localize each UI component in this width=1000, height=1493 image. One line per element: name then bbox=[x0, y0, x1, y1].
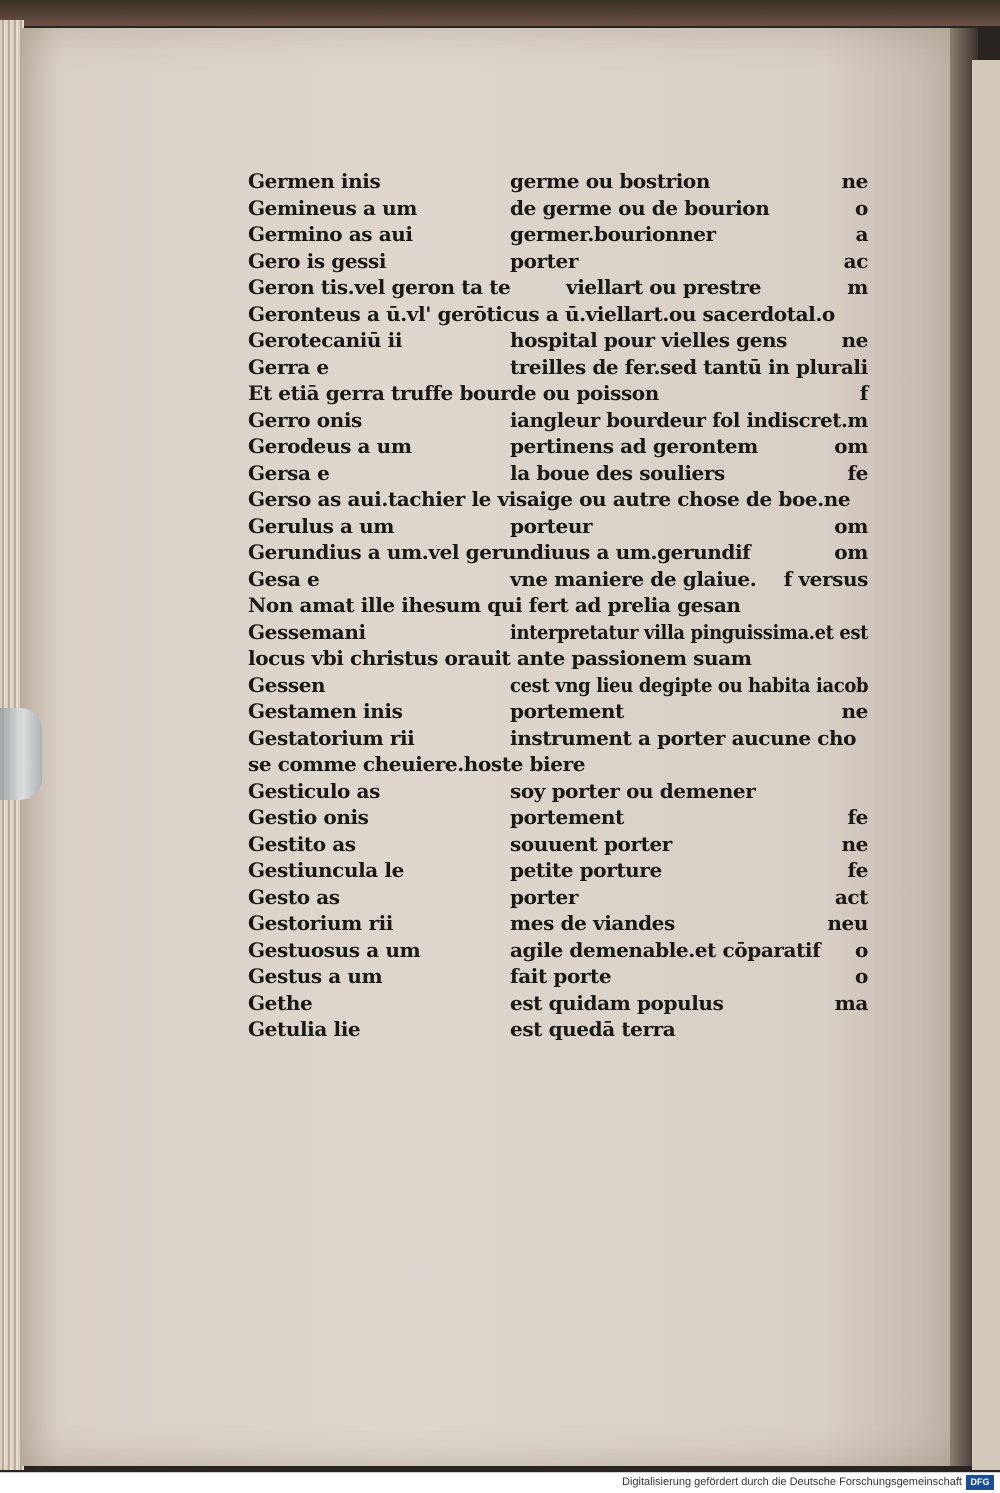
gloss: est quedā terra bbox=[510, 1017, 676, 1041]
grammar-tag: om bbox=[834, 513, 868, 538]
gloss: portement bbox=[510, 805, 624, 829]
facing-page-edge bbox=[972, 60, 1000, 1470]
gloss: porter bbox=[510, 248, 578, 273]
dictionary-line bbox=[248, 566, 868, 593]
headword: Gesto as bbox=[248, 884, 340, 909]
line-text: Et etiā gerra truffe bourde ou poisson bbox=[248, 381, 659, 405]
dictionary-line bbox=[248, 831, 868, 858]
gloss: agile demenable.et cōparatif bbox=[510, 937, 821, 962]
dictionary-line bbox=[248, 195, 868, 222]
dictionary-line bbox=[248, 990, 868, 1017]
book-binding-top bbox=[0, 0, 1000, 26]
headword: Gessen bbox=[248, 672, 326, 697]
grammar-tag: neu bbox=[827, 911, 868, 935]
gloss: treilles de fer.sed tantū in plurali bbox=[510, 354, 868, 379]
grammar-tag: fe bbox=[847, 858, 868, 882]
headword: Gethe bbox=[248, 990, 313, 1015]
gloss: porter bbox=[510, 884, 578, 909]
headword: Gerro onis bbox=[248, 407, 362, 432]
grammar-tag: f bbox=[859, 381, 868, 405]
headword: Gestuosus a um bbox=[248, 937, 421, 962]
dictionary-line bbox=[248, 168, 868, 195]
grammar-tag: ne bbox=[841, 328, 868, 352]
gloss: pertinens ad gerontem bbox=[510, 434, 758, 458]
footer-bar bbox=[0, 1472, 1000, 1493]
grammar-tag: o bbox=[855, 937, 868, 962]
dictionary-line bbox=[248, 963, 868, 990]
dictionary-line bbox=[248, 592, 868, 619]
grammar-tag: m bbox=[847, 275, 868, 299]
gloss: interpretatur villa pinguissima.et est bbox=[510, 619, 869, 644]
gloss: porteur bbox=[510, 513, 593, 538]
headword: Gesa e bbox=[248, 566, 320, 591]
headword: Gerulus a um bbox=[248, 513, 395, 538]
dictionary-line bbox=[248, 884, 868, 911]
headword: Gestamen inis bbox=[248, 699, 403, 723]
gloss: viellart ou prestre bbox=[566, 275, 762, 299]
grammar-tag: o bbox=[855, 195, 868, 220]
dictionary-line bbox=[248, 619, 868, 646]
headword: Gesticulo as bbox=[248, 778, 380, 803]
gloss: instrument a porter aucune cho bbox=[510, 725, 857, 750]
dictionary-line bbox=[248, 857, 868, 884]
dictionary-line bbox=[248, 301, 868, 328]
gloss: de germe ou de bourion bbox=[510, 195, 770, 220]
grammar-tag: f versus bbox=[783, 566, 868, 591]
grammar-tag: o bbox=[855, 964, 868, 988]
gloss: souuent porter bbox=[510, 831, 672, 856]
dictionary-line bbox=[248, 486, 868, 513]
headword: Getulia lie bbox=[248, 1017, 361, 1041]
headword: Gersa e bbox=[248, 460, 330, 485]
dfg-logo: DFG bbox=[966, 1475, 994, 1490]
gloss: soy porter ou demener bbox=[510, 778, 756, 803]
dictionary-line bbox=[248, 1016, 868, 1043]
gloss: portement bbox=[510, 699, 624, 723]
headword: Gerra e bbox=[248, 354, 329, 379]
dictionary-line bbox=[248, 380, 868, 407]
headword: Germino as aui bbox=[248, 222, 413, 246]
gloss: petite porture bbox=[510, 858, 662, 882]
grammar-tag: ma bbox=[834, 990, 868, 1015]
line-text: Geronteus a ū.vl' gerōticus a ū.viellart.ou sacerdotal.o bbox=[248, 301, 835, 326]
gloss: cest vng lieu degipte ou habita iacob bbox=[510, 672, 869, 697]
dictionary-line bbox=[248, 751, 868, 778]
page-clip bbox=[0, 708, 42, 800]
headword: Gestus a um bbox=[248, 964, 383, 988]
dictionary-line bbox=[248, 778, 868, 805]
line-text: locus vbi christus orauit ante passionem suam bbox=[248, 646, 752, 670]
gloss: hospital pour vielles gens bbox=[510, 328, 788, 352]
grammar-tag: act bbox=[834, 884, 868, 909]
gloss: germer.bourionner bbox=[510, 222, 716, 246]
gloss: la boue des souliers bbox=[510, 460, 725, 485]
gloss: iangleur bourdeur fol indiscret.m bbox=[510, 407, 868, 432]
headword: Gestiuncula le bbox=[248, 858, 404, 882]
dictionary-line bbox=[248, 645, 868, 672]
dictionary-line bbox=[248, 910, 868, 937]
headword: Germen inis bbox=[248, 169, 381, 193]
grammar-tag: ac bbox=[843, 248, 868, 273]
dictionary-line bbox=[248, 354, 868, 381]
gloss: vne maniere de glaiue. bbox=[510, 566, 757, 591]
grammar-tag: a bbox=[855, 222, 868, 246]
dictionary-line bbox=[248, 248, 868, 275]
dictionary-line bbox=[248, 274, 868, 301]
gloss: fait porte bbox=[510, 964, 612, 988]
dictionary-line bbox=[248, 221, 868, 248]
headword: Gestio onis bbox=[248, 805, 369, 829]
dictionary-line bbox=[248, 407, 868, 434]
headword: Gero is gessi bbox=[248, 248, 387, 273]
line-text: Gerundius a um.vel gerundiuus a um.gerundif bbox=[248, 540, 751, 564]
dictionary-text-block bbox=[248, 168, 868, 1043]
grammar-tag: fe bbox=[847, 805, 868, 829]
dictionary-line bbox=[248, 804, 868, 831]
dictionary-line bbox=[248, 513, 868, 540]
headword: Gestatorium rii bbox=[248, 725, 415, 750]
gloss: mes de viandes bbox=[510, 911, 675, 935]
headword: Gemineus a um bbox=[248, 195, 418, 220]
grammar-tag: om bbox=[834, 434, 868, 458]
line-text: se comme cheuiere.hoste biere bbox=[248, 752, 586, 776]
grammar-tag: fe bbox=[847, 460, 868, 485]
line-text: Non amat ille ihesum qui fert ad prelia gesan bbox=[248, 593, 741, 617]
headword: Gerodeus a um bbox=[248, 434, 412, 458]
grammar-tag: ne bbox=[841, 831, 868, 856]
dictionary-line bbox=[248, 725, 868, 752]
dictionary-line bbox=[248, 460, 868, 487]
headword: Gerotecaniū ii bbox=[248, 328, 403, 352]
headword: Gestito as bbox=[248, 831, 356, 856]
funding-credit: Digitalisierung gefördert durch die Deutsche Forschungsgemeinschaft bbox=[622, 1476, 962, 1488]
dictionary-line bbox=[248, 433, 868, 460]
dictionary-line bbox=[248, 539, 868, 566]
dictionary-line bbox=[248, 672, 868, 699]
headword: Geron tis.vel geron ta te bbox=[248, 275, 511, 299]
headword: Gestorium rii bbox=[248, 911, 393, 935]
line-text: Gerso as aui.tachier le visaige ou autre chose de boe.ne bbox=[248, 487, 851, 511]
gloss: est quidam populus bbox=[510, 990, 724, 1015]
dictionary-line bbox=[248, 937, 868, 964]
dictionary-line bbox=[248, 698, 868, 725]
grammar-tag: ne bbox=[841, 699, 868, 723]
dictionary-line bbox=[248, 327, 868, 354]
gloss: germe ou bostrion bbox=[510, 169, 710, 193]
headword: Gessemani bbox=[248, 619, 366, 644]
grammar-tag: ne bbox=[841, 169, 868, 193]
grammar-tag: om bbox=[834, 540, 868, 564]
